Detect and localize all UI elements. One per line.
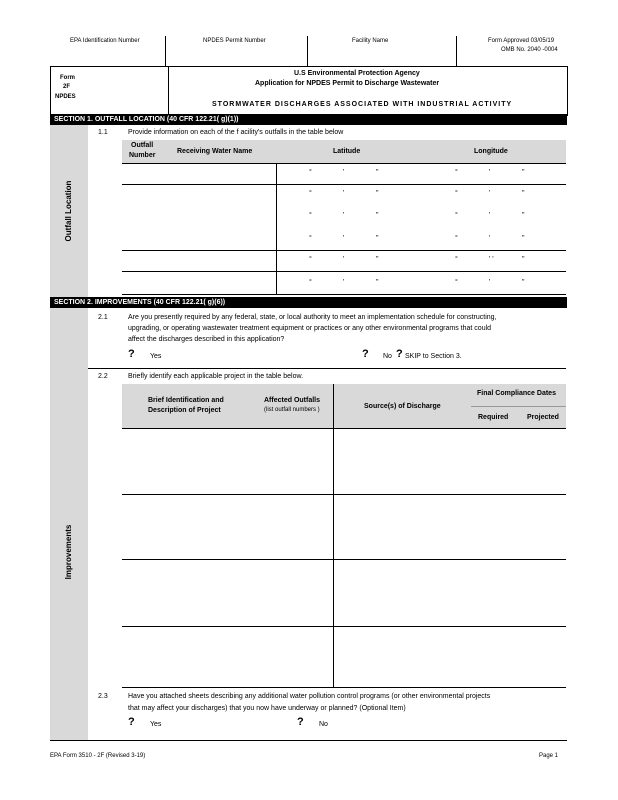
form-npdes: NPDES: [55, 94, 76, 100]
lat-minute-symbol: ': [343, 235, 345, 242]
improvements-col-line: [333, 384, 334, 687]
lat-second-symbol: ": [376, 256, 379, 263]
lat-degree-symbol: °: [309, 256, 312, 263]
item-2-1-line2: upgrading, or operating wastewater treatment equipment or practices or any other environmental programs that could: [128, 325, 492, 332]
item-1-1-number: 1.1: [98, 129, 108, 136]
improvements-row-line-2: [122, 559, 566, 560]
long-second-symbol: ": [522, 279, 525, 286]
latitude-header: Latitude: [333, 148, 361, 155]
lat-minute-symbol: ': [343, 256, 345, 263]
lat-degree-symbol: °: [309, 190, 312, 197]
facility-name-label: Facility Name: [352, 38, 389, 44]
omb-number: OMB No. 2040 -0004: [501, 47, 558, 53]
outfall-header-line1: Outfall: [131, 142, 154, 149]
lat-minute-symbol: ': [343, 212, 345, 219]
item-2-2-number: 2.2: [98, 373, 108, 380]
lat-degree-symbol: °: [309, 279, 312, 286]
long-minute-symbol: ': [489, 169, 491, 176]
compliance-dates-header: Final Compliance Dates: [477, 390, 556, 397]
header-divider-right: [456, 36, 457, 66]
form-box-divider: [168, 66, 169, 114]
long-minute-symbol: ': [489, 212, 491, 219]
lat-second-symbol: ": [376, 169, 379, 176]
footer-form-id: EPA Form 3510 - 2F (Revised 3-19): [50, 753, 146, 759]
longitude-header: Longitude: [474, 148, 508, 155]
no-label-2-1: No: [383, 353, 392, 360]
long-degree-symbol: °: [455, 190, 458, 197]
improvements-row-line-0: [122, 428, 566, 429]
item-2-1-number: 2.1: [98, 314, 108, 321]
lat-degree-symbol: °: [309, 235, 312, 242]
section-1-heading: SECTION 1. OUTFALL LOCATION (40 CFR 122.21( g)(1)): [54, 116, 239, 123]
item-2-3-line1: Have you attached sheets describing any additional water pollution control programs (or other environmental projects: [128, 693, 491, 700]
lat-degree-symbol: °: [309, 169, 312, 176]
outfall-row-line-3: [122, 271, 566, 272]
outfall-row-line-1: [122, 184, 566, 185]
outfall-row-line-4: [122, 294, 566, 295]
long-minute-symbol: ': [489, 235, 491, 242]
form-approved-date: Form Approved 03/05/19: [488, 38, 555, 44]
improvements-side-label: Improvements: [64, 524, 73, 580]
long-degree-symbol: °: [455, 279, 458, 286]
long-degree-symbol: °: [455, 235, 458, 242]
lat-second-symbol: ": [376, 212, 379, 219]
item-2-1-line1: Are you presently required by any federal, state, or local authority to meet an implementation schedule for constructing,: [128, 314, 497, 321]
receiving-water-header: Receiving Water Name: [177, 148, 253, 155]
long-second-symbol: ": [522, 190, 525, 197]
brief-id-header-line1: Brief Identification and: [148, 397, 224, 404]
long-minute-symbol: ': [489, 190, 491, 197]
long-degree-symbol: °: [455, 256, 458, 263]
improvements-row-line-3: [122, 626, 566, 627]
improvements-row-line-4: [122, 687, 566, 688]
no-label-2-3: No: [319, 721, 328, 728]
yes-checkbox-2-1[interactable]: ?: [128, 348, 135, 360]
long-minute-symbol: ' ': [489, 256, 494, 263]
item-2-2-text: Briefly identify each applicable project in the table below.: [128, 373, 304, 380]
projected-header: Projected: [527, 414, 559, 421]
brief-id-header-line2: Description of Project: [148, 407, 221, 414]
outfall-header-line2: Number: [129, 152, 156, 159]
skip-label-2-1: SKIP to Section 3.: [405, 353, 462, 360]
long-minute-symbol: ': [489, 279, 491, 286]
outfall-location-side-label: Outfall Location: [64, 180, 73, 242]
item-2-1-divider: [88, 368, 566, 369]
no-checkbox-2-3[interactable]: ?: [297, 716, 304, 728]
skip-checkbox-2-1[interactable]: ?: [396, 348, 403, 360]
lat-degree-symbol: °: [309, 212, 312, 219]
application-title: Application for NPDES Permit to Discharge Wastewater: [255, 80, 440, 87]
lat-second-symbol: ": [376, 235, 379, 242]
long-degree-symbol: °: [455, 169, 458, 176]
outfall-row-line-2: [122, 250, 566, 251]
yes-label-2-3: Yes: [150, 721, 162, 728]
section-2-heading: SECTION 2. IMPROVEMENTS (40 CFR 122.21( g)(6)): [54, 299, 226, 306]
epa-id-label: EPA Identification Number: [70, 38, 140, 44]
form-number: 2F: [63, 84, 71, 90]
form-title: STORMWATER DISCHARGES ASSOCIATED WITH INDUSTRIAL ACTIVITY: [212, 101, 513, 108]
lat-minute-symbol: ': [343, 190, 345, 197]
section-2-bottom-line: [50, 740, 567, 741]
improvements-row-line-1: [122, 494, 566, 495]
no-checkbox-2-1[interactable]: ?: [362, 348, 369, 360]
source-discharge-header: Source(s) of Discharge: [364, 403, 441, 410]
yes-checkbox-2-3[interactable]: ?: [128, 716, 135, 728]
npdes-permit-label: NPDES Permit Number: [203, 38, 266, 44]
item-2-1-line3: affect the discharges described in this application?: [128, 336, 285, 343]
required-header: Required: [478, 414, 509, 421]
item-2-3-line2: that may affect your discharges) that you now have underway or planned? (Optional Item): [128, 705, 406, 712]
compliance-subheader-line: [471, 406, 566, 407]
affected-outfalls-subheader: (list outfall numbers ): [264, 407, 320, 413]
outfall-col-line: [276, 163, 277, 294]
footer-page-number: Page 1: [539, 753, 559, 759]
long-second-symbol: ": [522, 256, 525, 263]
long-second-symbol: ": [522, 212, 525, 219]
lat-minute-symbol: ': [343, 169, 345, 176]
long-second-symbol: ": [522, 235, 525, 242]
lat-second-symbol: ": [376, 190, 379, 197]
header-divider-mid: [307, 36, 308, 66]
lat-second-symbol: ": [376, 279, 379, 286]
outfall-row-line-0: [122, 163, 566, 164]
form-label: Form: [60, 75, 75, 81]
agency-name: U.S Environmental Protection Agency: [294, 70, 420, 77]
item-2-3-number: 2.3: [98, 693, 108, 700]
item-1-1-text: Provide information on each of the f acility's outfalls in the table below: [128, 129, 344, 136]
lat-minute-symbol: ': [343, 279, 345, 286]
affected-outfalls-header: Affected Outfalls: [264, 397, 321, 404]
long-second-symbol: ": [522, 169, 525, 176]
long-degree-symbol: °: [455, 212, 458, 219]
yes-label-2-1: Yes: [150, 353, 162, 360]
header-divider-left: [165, 36, 166, 66]
